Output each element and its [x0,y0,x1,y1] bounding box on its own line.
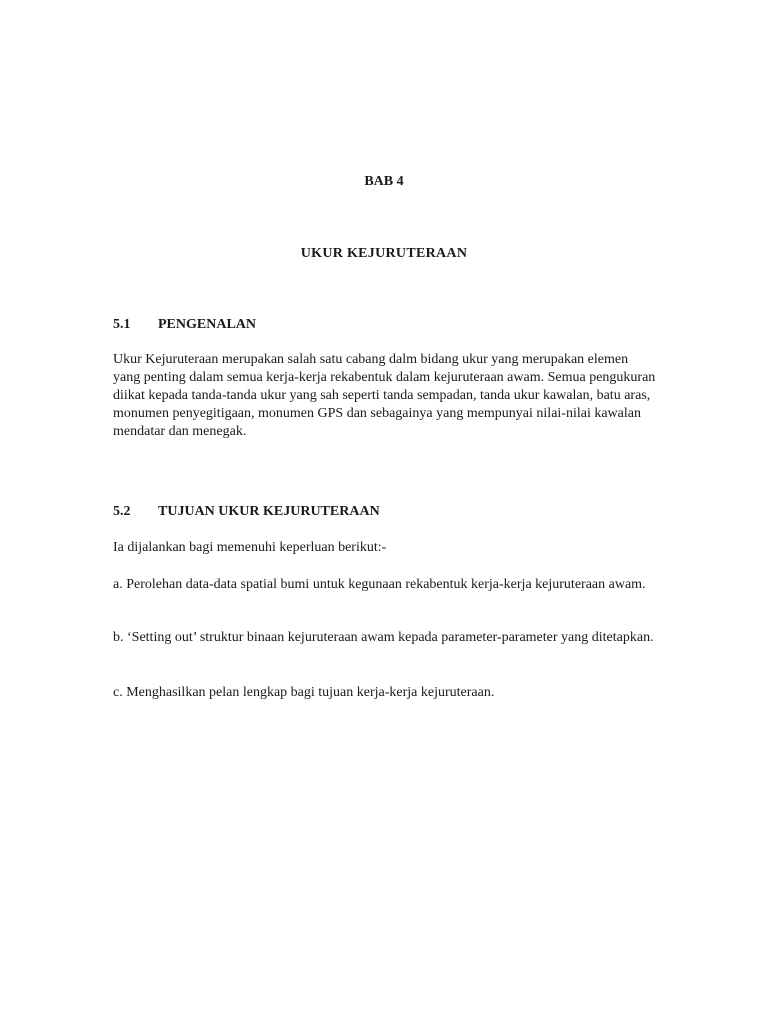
list-item: b. ‘Setting out’ struktur binaan kejuruteraan awam kepada parameter-parameter yang ditetapkan. [113,630,654,645]
chapter-title: UKUR KEJURUTERAAN [300,246,468,261]
section-heading-tujuan [113,504,380,520]
list-item: a. Perolehan data-data spatial bumi untuk kegunaan rekabentuk kerja-kerja kejuruteraan awam. [113,577,646,592]
tujuan-intro-text: Ia dijalankan bagi memenuhi keperluan berikut:- [113,540,387,555]
section-number: 5.2 [113,504,131,519]
section-title: TUJUAN UKUR KEJURUTERAAN [158,504,380,519]
intro-paragraph: Ukur Kejuruteraan merupakan salah satu cabang dalm bidang ukur yang merupakan elemen yang penting dalam semua kerja-kerja rekabentuk dalam kejuruteraan awam. Semua pengukuran diikat kepada tanda-tanda ukur yang sah seperti tanda sempadan, tanda ukur kawalan, batu aras, monumen penyegitigaan, monumen GPS dan sebagainya yang mempunyai nilai-nilai kawalan mendatar dan menegak. [113,352,656,439]
section-title: PENGENALAN [158,317,257,332]
section-number: 5.1 [113,317,131,332]
section-heading-pengenalan [113,317,256,333]
list-item: c. Menghasilkan pelan lengkap bagi tujuan kerja-kerja kejuruteraan. [113,685,495,700]
chapter-label: BAB 4 [364,174,404,189]
